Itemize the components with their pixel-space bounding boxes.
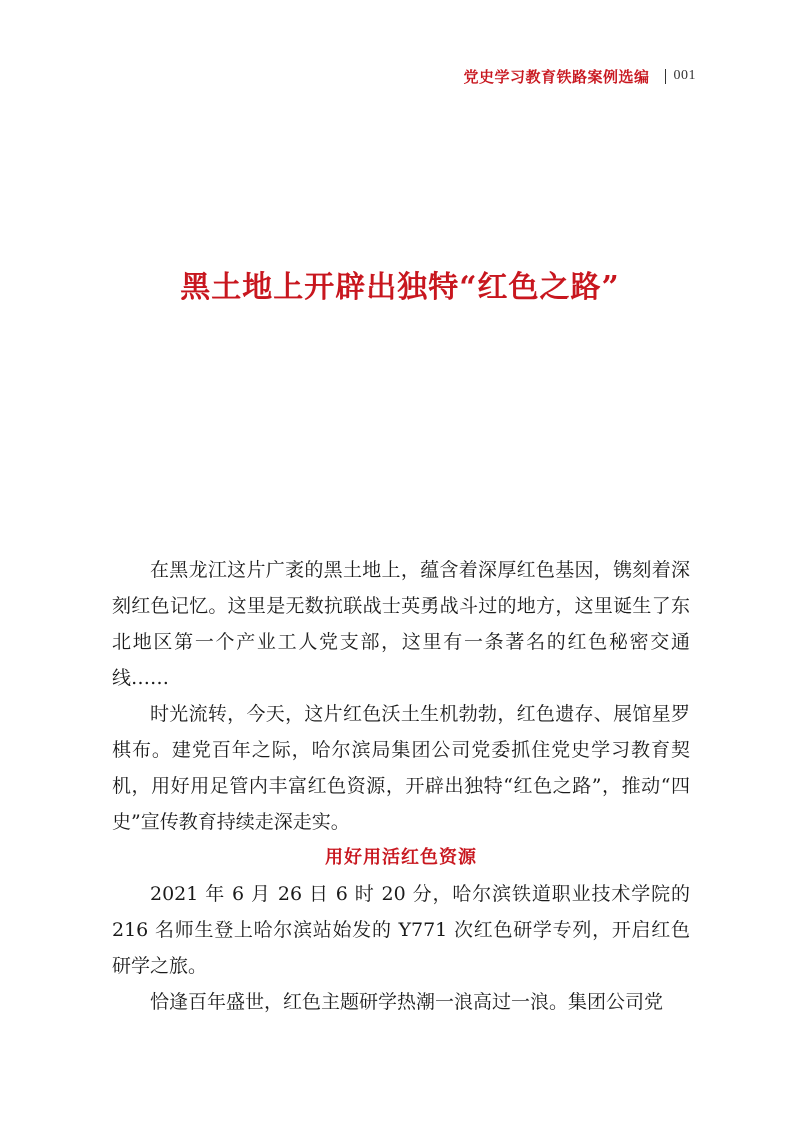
running-header — [463, 64, 696, 88]
article-body — [112, 552, 690, 1020]
paragraph-intro-2: 时光流转，今天，这片红色沃土生机勃勃，红色遗存、展馆星罗棋布。建党百年之际，哈尔滨局集团公司党委抓住党史学习教育契机，用好用足管内丰富红色资源，开辟出独特“红色之路”，推动“四史”宣传教育持续走深走实。 — [112, 703, 690, 833]
header-divider — [665, 69, 666, 84]
running-title: 党史学习教育铁路案例选编 — [463, 67, 650, 86]
section-heading: 用好用活红色资源 — [325, 847, 477, 868]
paragraph-section-1: 2021 年 6 月 26 日 6 时 20 分，哈尔滨铁道职业技术学院的 216 名师生登上哈尔滨站始发的 Y771 次红色研学专列，开启红色研学之旅。 — [112, 883, 690, 977]
page-number: 001 — [673, 68, 696, 83]
paragraph-section-2: 恰逢百年盛世，红色主题研学热潮一浪高过一浪。集团公司党 — [150, 991, 664, 1013]
paragraph-intro-1: 在黑龙江这片广袤的黑土地上，蕴含着深厚红色基因，镌刻着深刻红色记忆。这里是无数抗联战士英勇战斗过的地方，这里诞生了东北地区第一个产业工人党支部，这里有一条著名的红色秘密交通线…… — [112, 559, 690, 689]
article-title: 黑土地上开辟出独特“红色之路” — [180, 270, 620, 305]
